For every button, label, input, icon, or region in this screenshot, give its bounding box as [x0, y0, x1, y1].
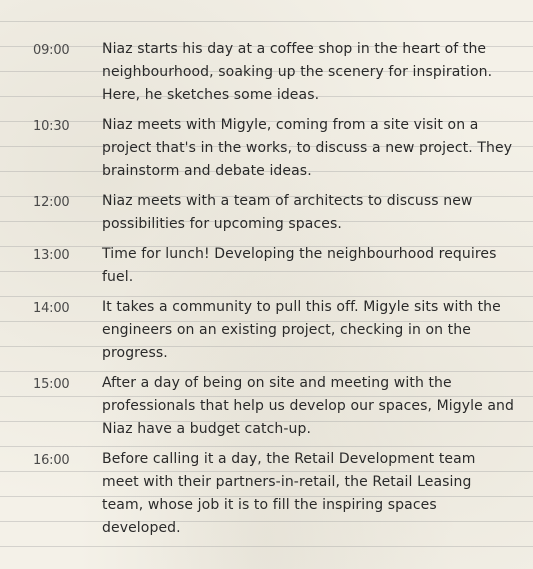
- entry-time: 16:00: [33, 453, 70, 468]
- schedule-entry-1500: [0, 372, 533, 441]
- schedule-list: [0, 38, 533, 547]
- entry-description: After a day of being on site and meeting with the professionals that help us develop our spaces, Migyle and Niaz have a budget catch-up.: [102, 375, 515, 437]
- entry-time: 15:00: [33, 377, 70, 392]
- entry-time: 12:00: [33, 195, 70, 210]
- entry-time: 10:30: [33, 119, 70, 134]
- entry-time: 09:00: [33, 43, 70, 58]
- schedule-entry-1030: [0, 114, 533, 183]
- schedule-entry-0900: [0, 38, 533, 107]
- entry-description: It takes a community to pull this off. Migyle sits with the engineers on an existing project, checking in on the progress.: [102, 299, 501, 361]
- entry-description: Niaz meets with Migyle, coming from a site visit on a project that's in the works, to discuss a new project. They brainstorm and debate ideas.: [102, 117, 513, 179]
- schedule-entry-1200: [0, 190, 533, 236]
- entry-time: 14:00: [33, 301, 70, 316]
- entry-description: Before calling it a day, the Retail Development team meet with their partners-in-retail, the Retail Leasing team, whose job it is to fill the inspiring spaces developed.: [102, 451, 476, 536]
- entry-time: 13:00: [33, 248, 70, 263]
- entry-description: Time for lunch! Developing the neighbourhood requires fuel.: [102, 246, 497, 285]
- entry-description: Niaz meets with a team of architects to discuss new possibilities for upcoming spaces.: [102, 193, 473, 232]
- schedule-entry-1400: [0, 296, 533, 365]
- schedule-entry-1300: [0, 243, 533, 289]
- schedule-entry-1600: [0, 448, 533, 540]
- entry-description: Niaz starts his day at a coffee shop in the heart of the neighbourhood, soaking up the scenery for inspiration. Here, he sketches some ideas.: [102, 41, 493, 103]
